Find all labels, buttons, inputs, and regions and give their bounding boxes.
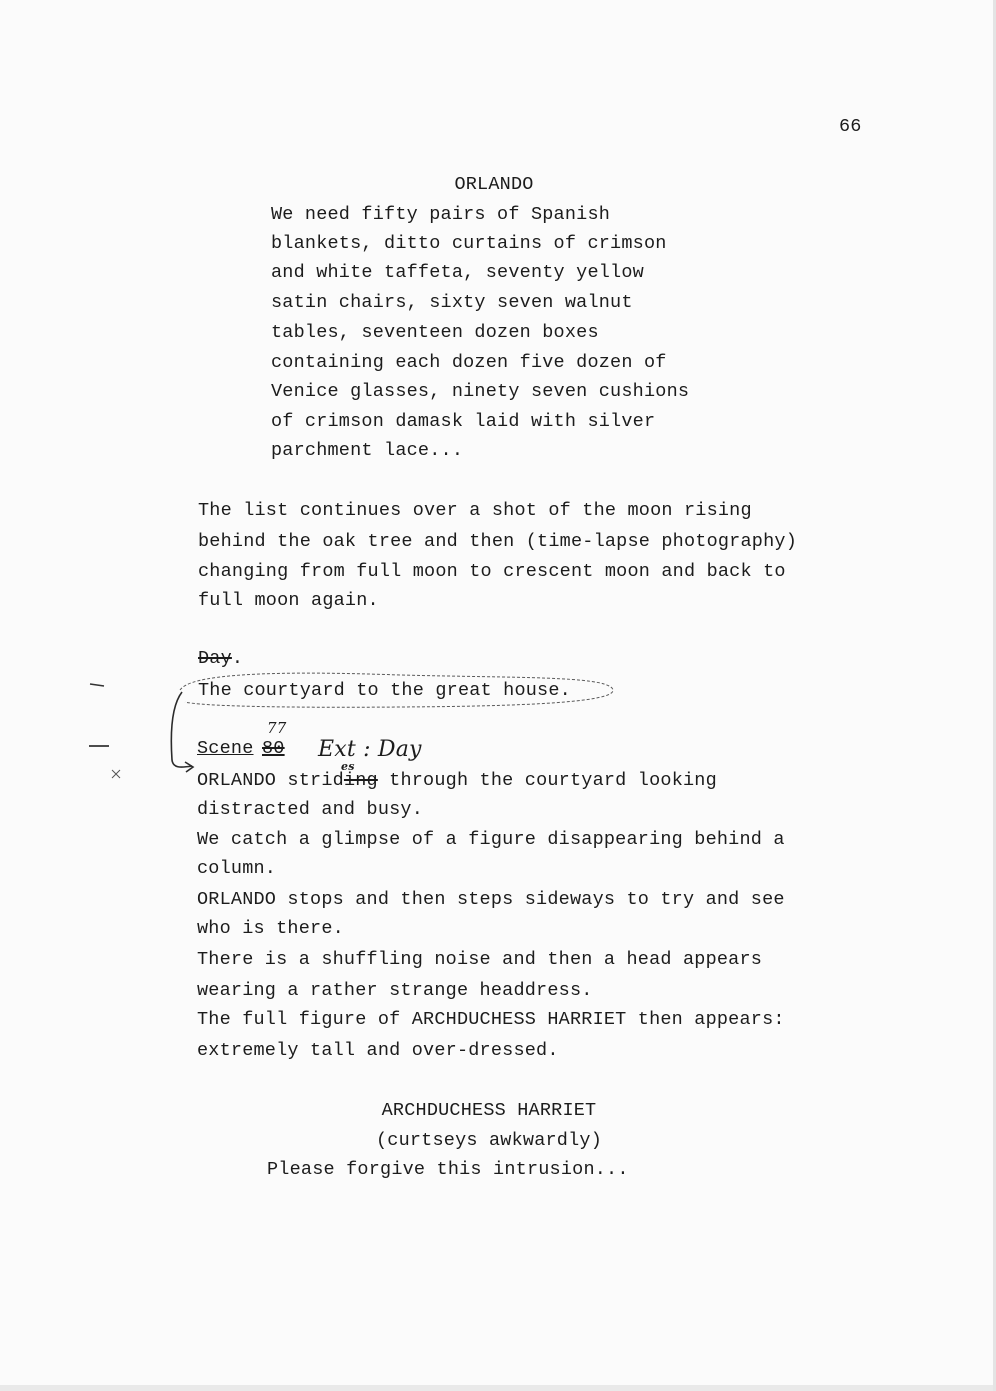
dialogue-line: containing each dozen five dozen of (271, 352, 667, 373)
dialogue-line: parchment lace... (271, 440, 464, 461)
action-line: distracted and busy. (197, 799, 424, 820)
dialogue-line: tables, seventeen dozen boxes (271, 322, 599, 343)
action-line: who is there. (197, 918, 344, 939)
scene-handwritten-note: Ext : Day (318, 737, 422, 762)
struck-day-punct: . (231, 648, 244, 669)
striding-inserted: es (341, 760, 355, 773)
parenthetical: (curtseys awkwardly) (375, 1130, 603, 1151)
dialogue-line: and white taffeta, seventy yellow (271, 262, 644, 283)
struck-day: Day (198, 648, 232, 669)
dialogue-line: Please forgive this intrusion... (267, 1159, 629, 1180)
scene-new-number: 77 (267, 719, 287, 737)
action-line: column. (197, 858, 277, 879)
action-line: extremely tall and over-dressed. (197, 1040, 559, 1061)
dialogue-line: satin chairs, sixty seven walnut (271, 292, 633, 313)
dialogue-line: Venice glasses, ninety seven cushions (271, 381, 690, 402)
dialogue-line: of crimson damask laid with silver (271, 411, 656, 432)
striding-struck: ing (343, 770, 378, 791)
action-line: ORLANDO stops and then steps sideways to try and see (197, 889, 785, 910)
action-line: The list continues over a shot of the moon rising (198, 500, 752, 521)
action-line: The full figure of ARCHDUCHESS HARRIET then appears: (197, 1009, 785, 1030)
action-line: There is a shuffling noise and then a head appears (197, 949, 763, 970)
page-number: 66 (839, 116, 862, 137)
character-name-archduchess: ARCHDUCHESS HARRIET (381, 1100, 597, 1121)
margin-cross-mark (112, 770, 120, 778)
scene-label: Scene (197, 738, 254, 759)
action-line: full moon again. (198, 590, 379, 611)
courtyard-line: The courtyard to the great house. (198, 680, 571, 701)
action-line: changing from full moon to crescent moon and back to (198, 561, 786, 582)
striding-prefix: ORLANDO strid (197, 770, 344, 791)
scene-old-number: 80 (262, 738, 285, 759)
circle-mark (180, 673, 613, 707)
action-line: We catch a glimpse of a figure disappearing behind a (197, 829, 785, 850)
dialogue-line: blankets, ditto curtains of crimson (271, 233, 667, 254)
striding-suffix: through the courtyard looking (377, 770, 717, 791)
character-name-orlando: ORLANDO (454, 174, 534, 195)
dialogue-line: We need fifty pairs of Spanish (271, 204, 611, 225)
action-line: wearing a rather strange headdress. (197, 980, 593, 1001)
action-line: behind the oak tree and then (time-lapse photography) (198, 531, 797, 552)
margin-tick-mark (90, 684, 104, 686)
